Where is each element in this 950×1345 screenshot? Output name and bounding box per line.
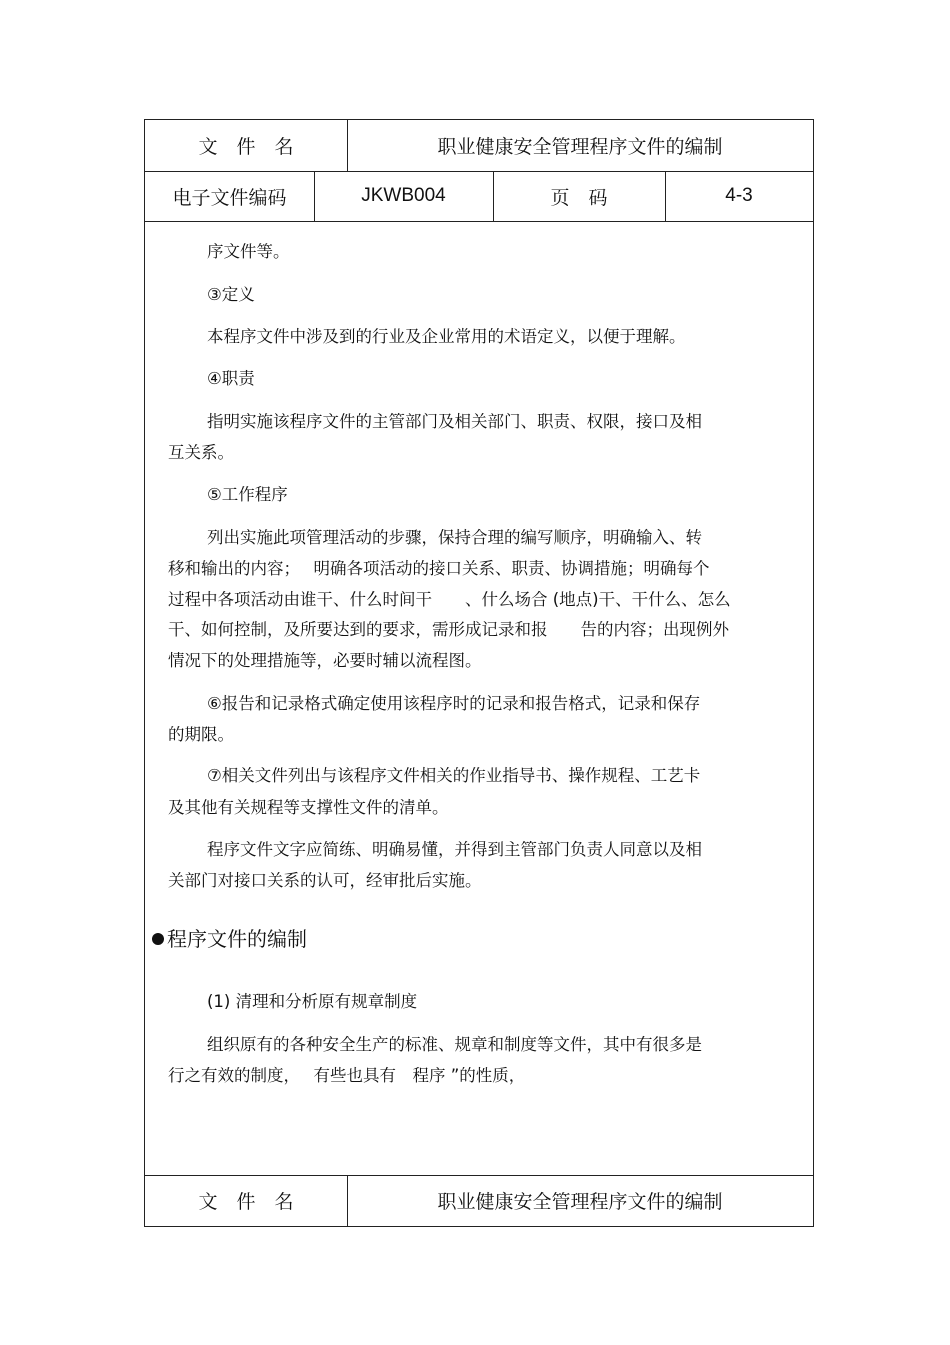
code-value: JKWB004: [361, 185, 446, 206]
body-line: ⑤工作程序: [207, 485, 288, 504]
body-line: ③定义: [207, 285, 255, 304]
body-line: 序文件等。: [207, 242, 290, 261]
body-line: 指明实施该程序文件的主管部门及相关部门、职责、权限，接口及相: [207, 412, 702, 431]
file-name-value: 职业健康安全管理程序文件的编制: [437, 136, 723, 158]
body-line: 及其他有关规程等支撑性文件的清单。: [168, 798, 449, 817]
body-line: ⑥报告和记录格式确定使用该程序时的记录和报告格式，记录和保存: [207, 694, 701, 713]
body-line: 情况下的处理措施等，必要时辅以流程图。: [168, 651, 482, 670]
body-line: ④职责: [207, 369, 255, 388]
code-label: 电子文件编码: [172, 186, 287, 209]
section-heading: [152, 929, 307, 949]
page-label: 页 码: [550, 186, 608, 209]
body-line: 移和输出的内容； 明确各项活动的接口关系、职责、协调措施；明确每个: [168, 559, 710, 578]
footer-file-name-label: 文 件 名: [198, 1191, 294, 1213]
header-bottom-divider: [145, 221, 813, 222]
body-line: 干、如何控制，及所要达到的要求，需形成记录和报 告的内容；出现例外: [168, 620, 729, 639]
file-name-label: 文 件 名: [198, 136, 294, 158]
body-line: 关部门对接口关系的认可，经审批后实施。: [168, 871, 482, 890]
body-line: 过程中各项活动由谁干、什么时间干 、什么场合 (地点)干、干什么、怎么: [168, 590, 731, 609]
section-heading-text: 程序文件的编制: [167, 927, 307, 951]
page-value: 4-3: [725, 185, 753, 206]
body-line: 互关系。: [168, 443, 234, 462]
body-line: ⑦相关文件列出与该程序文件相关的作业指导书、操作规程、工艺卡: [207, 766, 701, 785]
body-line: 行之有效的制度， 有些也具有 程序 ”的性质，: [168, 1066, 526, 1085]
footer-file-name-value: 职业健康安全管理程序文件的编制: [437, 1191, 723, 1213]
body-line: 列出实施此项管理活动的步骤，保持合理的编写顺序，明确输入、转: [207, 528, 702, 547]
sub-heading: (1) 清理和分析原有规章制度: [207, 992, 418, 1011]
body-line: 组织原有的各种安全生产的标准、规章和制度等文件，其中有很多是: [207, 1035, 702, 1054]
bullet-icon: [152, 933, 164, 945]
body-line: 程序文件文字应简练、明确易懂，并得到主管部门负责人同意以及相: [207, 840, 702, 859]
body-line: 的期限。: [168, 725, 234, 744]
body-line: 本程序文件中涉及到的行业及企业常用的术语定义，以便于理解。: [207, 327, 686, 346]
